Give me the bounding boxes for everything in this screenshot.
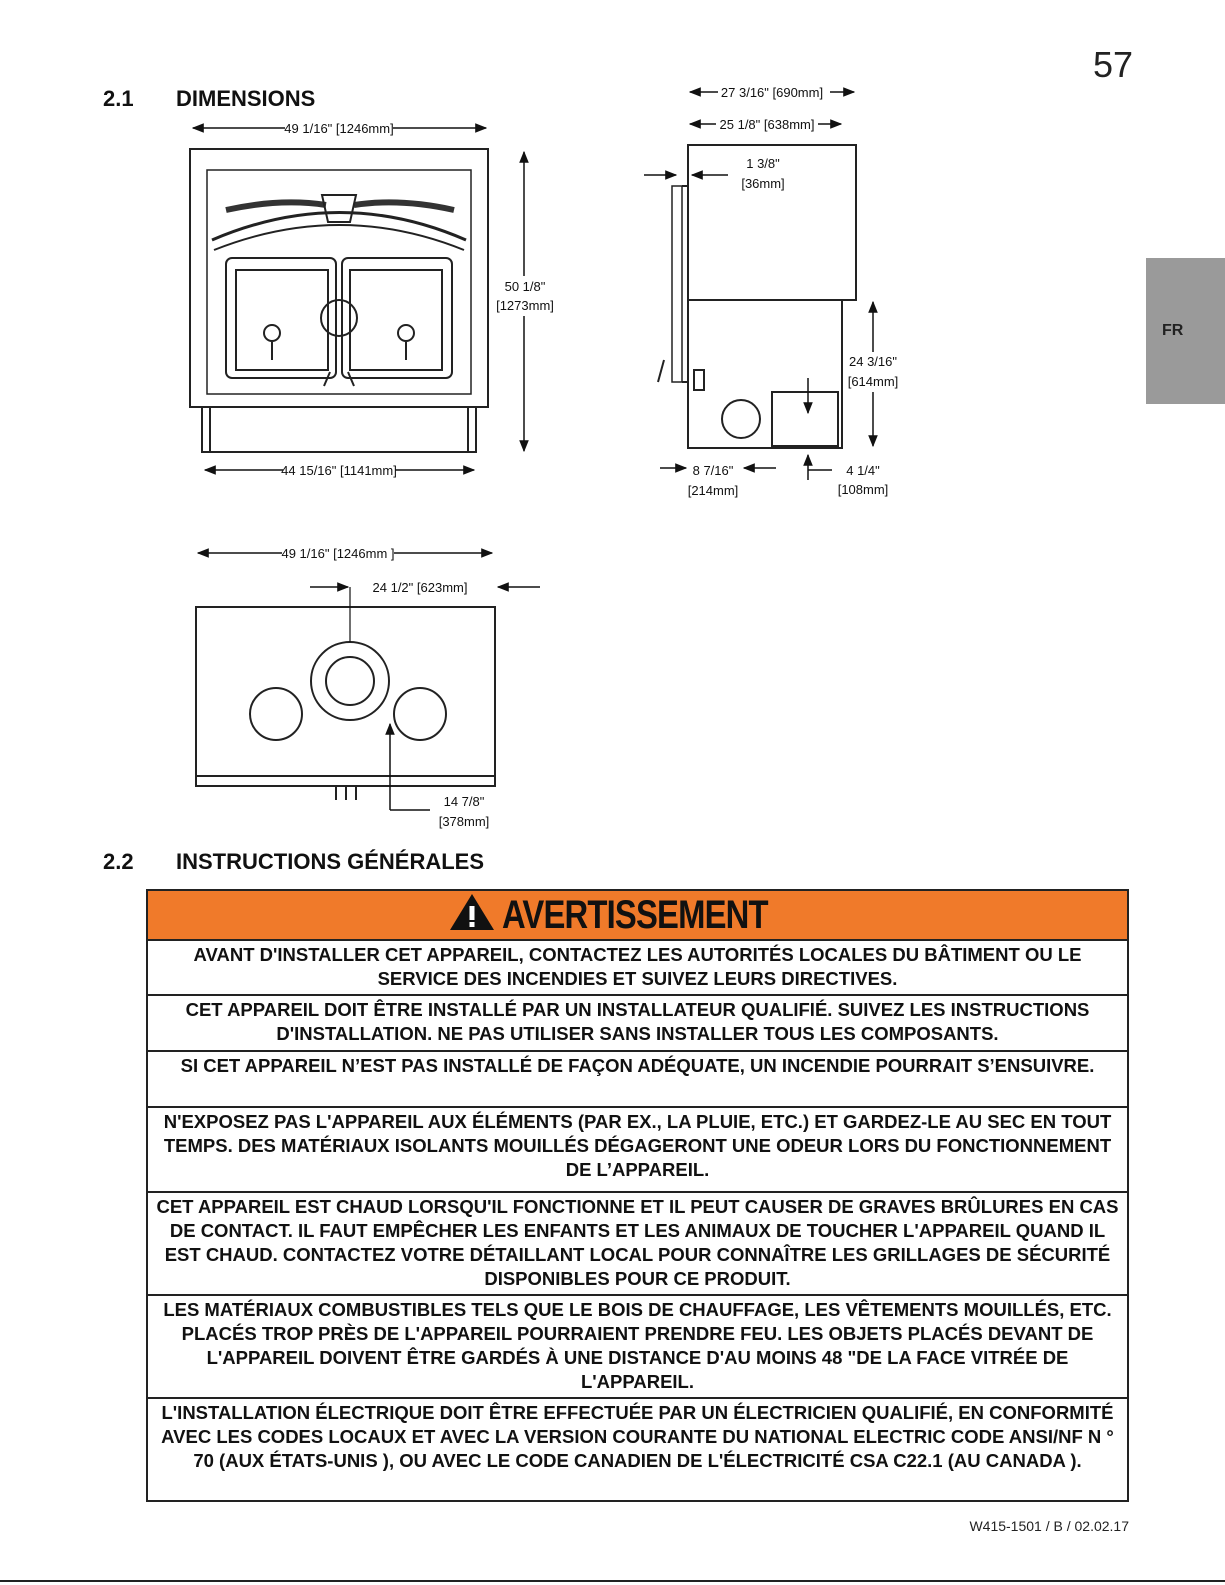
side-duct-front-mm-label: [214mm]	[687, 483, 739, 498]
warning-item: CET APPAREIL DOIT ÊTRE INSTALLÉ PAR UN INSTALLATEUR QUALIFIÉ. SUIVEZ LES INSTRUCTIONS D'INSTALLATION. NE PAS UTILISER SANS INSTALLER TOUS LES COMPOSANTS.	[148, 996, 1127, 1052]
side-duct-height-label: 24 3/16"	[849, 354, 897, 369]
warning-item: CET APPAREIL EST CHAUD LORSQU'IL FONCTIONNE ET IL PEUT CAUSER DE GRAVES BRÛLURES EN CAS DE CONTACT. IL FAUT EMPÊCHER LES ENFANTS ET LES ANIMAUX DE TOUCHER L'APPAREIL QUAND IL EST CHAUD. CONTACTEZ VOTRE DÉTAILLANT LOCAL POUR CONNAÎTRE LES GRILLAGES DE SÉCURITÉ DISPONIBLES POUR CE PRODUIT.	[148, 1193, 1127, 1296]
warning-header	[148, 891, 1127, 941]
side-duct-front-label: 8 7/16"	[692, 463, 734, 478]
front-width-bottom-label: 44 15/16" [1141mm]	[281, 463, 397, 478]
warning-triangle-icon	[448, 892, 496, 932]
side-depth-inner-label: 25 1/8" [638mm]	[719, 117, 815, 132]
front-width-top-label: 49 1/16" [1246mm]	[284, 121, 394, 136]
side-depth-outer-label: 27 3/16" [690mm]	[720, 85, 824, 100]
side-duct-height-mm-label: [614mm]	[847, 374, 899, 389]
top-view-drawing	[196, 607, 495, 800]
section-title: DIMENSIONS	[176, 86, 316, 111]
bottom-rule	[0, 1580, 1225, 1582]
front-view-drawing	[190, 149, 488, 452]
warning-item: SI CET APPAREIL N’EST PAS INSTALLÉ DE FAÇON ADÉQUATE, UN INCENDIE POURRAIT S’ENSUIVRE.	[148, 1052, 1127, 1108]
side-front-offset-mm-label: [36mm]	[741, 176, 785, 191]
section-title: INSTRUCTIONS GÉNÉRALES	[176, 849, 485, 874]
top-flue-offset-label: 24 1/2" [623mm]	[372, 580, 468, 595]
front-height-mm-label: [1273mm]	[496, 298, 554, 313]
section-number: 2.2	[103, 849, 134, 874]
top-flue-depth-mm-label: [378mm]	[438, 814, 490, 829]
top-width-label: 49 1/16" [1246mm ]	[281, 546, 395, 561]
warning-title: AVERTISSEMENT	[502, 893, 769, 937]
warning-box	[146, 889, 1129, 1502]
top-flue-depth-label: 14 7/8"	[443, 794, 485, 809]
language-tab-label: FR	[1162, 322, 1184, 339]
warning-item: AVANT D'INSTALLER CET APPAREIL, CONTACTEZ LES AUTORITÉS LOCALES DU BÂTIMENT OU LE SERVICE DES INCENDIES ET SUIVEZ LEURS DIRECTIVES.	[148, 941, 1127, 996]
warning-item: LES MATÉRIAUX COMBUSTIBLES TELS QUE LE BOIS DE CHAUFFAGE, LES VÊTEMENTS MOUILLÉS, ETC. PLACÉS TROP PRÈS DE L'APPAREIL POURRAIENT PRENDRE FEU. LES OBJETS PLACÉS DEVANT DE L'APPAREIL DOIVENT ÊTRE GARDÉS À UNE DISTANCE D'AU MOINS 48 "DE LA FACE VITRÉE DE L'APPAREIL.	[148, 1296, 1127, 1399]
document-code: W415-1501 / B / 02.02.17	[969, 1518, 1129, 1534]
side-front-offset-label: 1 3/8"	[746, 156, 780, 171]
front-height-label: 50 1/8"	[504, 279, 546, 294]
warning-item: N'EXPOSEZ PAS L'APPAREIL AUX ÉLÉMENTS (PAR EX., LA PLUIE, ETC.) ET GARDEZ-LE AU SEC EN TOUT TEMPS. DES MATÉRIAUX ISOLANTS MOUILLÉS DÉGAGERONT UNE ODEUR LORS DU FONCTIONNEMENT DE L’APPAREIL.	[148, 1108, 1127, 1193]
side-duct-bottom-label: 4 1/4"	[846, 463, 880, 478]
side-duct-bottom-mm-label: [108mm]	[837, 482, 889, 497]
warning-item: L'INSTALLATION ÉLECTRIQUE DOIT ÊTRE EFFECTUÉE PAR UN ÉLECTRICIEN QUALIFIÉ, EN CONFORMITÉ AVEC LES CODES LOCAUX ET AVEC LA VERSION COURANTE DU NATIONAL ELECTRIC CODE ANSI/NF N ° 70 (AUX ÉTATS-UNIS ), OU AVEC LE CODE CANADIEN DE L'ÉLECTRICITÉ CSA C22.1 (AU CANADA ).	[161, 1402, 1114, 1471]
page-number: 57	[1093, 44, 1134, 85]
section-number: 2.1	[103, 86, 134, 111]
